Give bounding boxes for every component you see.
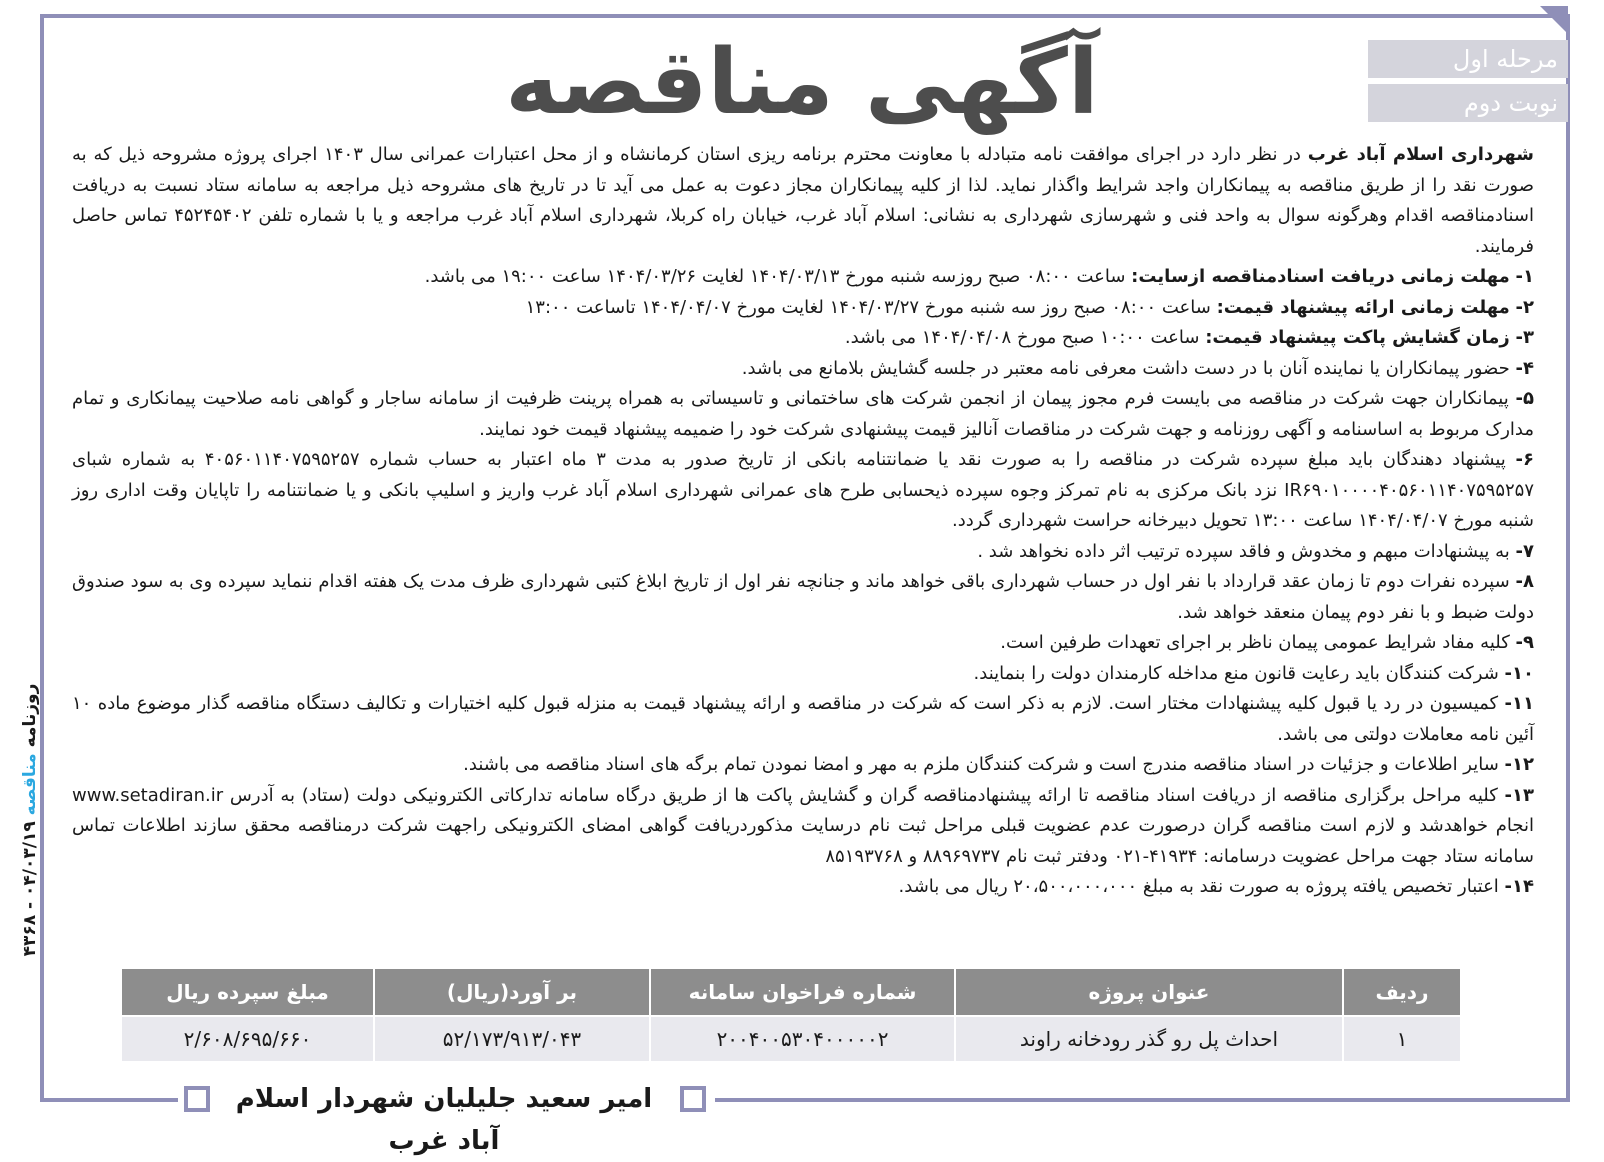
signature-box-left: [184, 1086, 210, 1112]
intro-text: در نظر دارد در اجرای موافقت نامه متبادله با معاونت محترم برنامه ریزی استان کرمانشاه و از محل اعتبارات عمرانی سال ۱۴۰۳ اجرای پروژه مشروحه ذیل که به صورت نقد را از طریق مناقصه به پیمانکاران واجد شرایط واگذار نماید. لذا از کلیه پیمانکاران مجاز دعوت به عمل می آید تا در تاریخ های مشروحه ذیل مراجعه به سامانه ستاد نسبت به دریافت اسنادمناقصه اقدام وهرگونه سوال به واحد فنی و شهرسازی شهرداری به نشانی: اسلام آباد غرب، خیابان راه کربلا، شهرداری اسلام آباد غرب مراجعه و یا با شماره تلفن ۴۵۲۴۵۴۰۲ تماس حاصل فرمایند.: [72, 144, 1534, 257]
item-number: ۱۰-: [1504, 662, 1534, 684]
item-text: سپرده نفرات دوم تا زمان عقد قرارداد با نفر اول در حساب شهرداری باقی خواهد ماند و جنانچه نفر اول از تاریخ ابلاغ کتبی شهرداری ظرف مدت یک هفته اقدام ننماید سپرده وی به سود صندوق دولت ضبط و با نفر دوم پیمان منعقد خواهد شد.: [72, 571, 1534, 623]
item-text: ساعت ۱۰:۰۰ صبح مورخ ۱۴۰۴/۰۴/۰۸ می باشد.: [844, 327, 1206, 348]
item-text: ساعت ۰۸:۰۰ صبح روزسه شنبه مورخ ۱۴۰۴/۰۳/۱۳ لغایت ۱۴۰۴/۰۳/۲۶ ساعت ۱۹:۰۰ می باشد.: [424, 266, 1132, 287]
frame-right-border: [1566, 18, 1570, 1102]
list-item: [72, 537, 1534, 568]
signature-box-right: [680, 1086, 706, 1112]
table-row: [121, 1016, 1461, 1062]
col-header-estimate: بر آورد(ریال): [374, 968, 650, 1016]
item-number: ۵-: [1515, 388, 1534, 409]
newspaper-name: روزنامه: [20, 683, 40, 748]
item-text: پیمانکاران جهت شرکت در مناقصه می بایست فرم مجوز پیمان از انجمن شرکت های ساختمانی و تاسیساتی به همراه پرینت ظرفیت از سامانه ساجار و گواهی نامه صلاحیت پیمانکاری و تمام مدارک مربوط به اساسنامه و آگهی روزنامه و جهت شرکت در مناقصات آنالیز قیمت پیشنهادی شرکت خود را ضمیمه پیشنهاد قیمت خود نمایند.: [72, 388, 1534, 440]
item-number: ۷-: [1515, 540, 1534, 562]
cell-row-number: ۱: [1343, 1016, 1461, 1062]
list-item: [72, 262, 1534, 293]
intro-org-name: شهرداری اسلام آباد غرب: [1307, 144, 1534, 165]
item-number: ۱۴-: [1504, 876, 1534, 897]
item-number: ۱-: [1515, 266, 1534, 287]
item-number: ۱۲-: [1504, 754, 1534, 775]
item-text: اعتبار تخصیص یافته پروژه به صورت نقد به مبلغ ۲۰،۵۰۰،۰۰۰،۰۰۰ ریال می باشد.: [898, 876, 1505, 897]
item-text: کلیه مفاد شرایط عمومی پیمان ناظر بر اجرای تعهدات طرفین است.: [1000, 632, 1516, 653]
item-number: ۹-: [1515, 632, 1534, 653]
notice-body: [72, 140, 1534, 903]
newspaper-issue-date: ۰۴/۰۳/۱۹ - ۴۳۶۸: [20, 821, 40, 957]
item-number: ۱۳-: [1504, 784, 1534, 806]
list-item: [72, 354, 1534, 385]
list-item: [72, 293, 1534, 324]
table-header-row: [121, 968, 1461, 1016]
item-text: حضور پیمانکاران یا نماینده آنان با در دست داشت معرفی نامه معتبر در جلسه گشایش بلامانع می باشد.: [741, 357, 1516, 379]
list-item: [72, 445, 1534, 537]
signature-text: امیر سعید جلیلیان شهردار اسلام آباد غرب: [235, 1084, 653, 1156]
cell-deposit: ۲/۶۰۸/۶۹۵/۶۶۰: [121, 1016, 374, 1062]
list-item: [72, 872, 1534, 903]
list-item: [72, 750, 1534, 781]
item-text: ساعت ۰۸:۰۰ صبح روز سه شنبه مورخ ۱۴۰۴/۰۳/۲۷ لغایت مورخ ۱۴۰۴/۰۴/۰۷ تاساعت ۱۳:۰۰: [525, 296, 1217, 318]
list-item: [72, 781, 1534, 873]
frame-bottom-border-right: [715, 1098, 1570, 1102]
cell-estimate: ۵۲/۱۷۳/۹۱۳/۰۴۳: [374, 1016, 650, 1062]
newspaper-side-strip: [0, 0, 60, 1153]
item-text: سایر اطلاعات و جزئیات در اسناد مناقصه مندرج است و شرکت کنندگان ملزم به مهر و امضا نمودن تمام برگه های اسناد مناقصه می باشند.: [463, 754, 1505, 775]
item-text: کمیسیون در رد یا قبول کلیه پیشنهادات مختار است. لازم به ذکر است که شرکت در مناقصه و ارائه پیشنهاد قیمت به منزله قبول کلیه اختیارات و تکالیف دستگاه مناقصه گذار موضوع ماده ۱۰ آئین نامه معاملات دولتی می باشد.: [72, 693, 1534, 745]
list-item: [72, 628, 1534, 659]
item-text: شرکت کنندگان باید رعایت قانون منع مداخله کارمندان دولت را بنمایند.: [973, 662, 1505, 684]
list-item: [72, 659, 1534, 690]
item-text: به پیشنهادات مبهم و مخدوش و فاقد سپرده ترتیب اثر داده نخواهد شد .: [977, 540, 1516, 562]
tender-table: [120, 967, 1462, 1063]
list-item: [72, 323, 1534, 354]
list-item: [72, 567, 1534, 628]
newspaper-brand-logo: مناقصه: [20, 753, 40, 816]
item-number: ۳-: [1515, 327, 1534, 348]
col-header-call-number: شماره فراخوان سامانه: [650, 968, 955, 1016]
item-number: ۴-: [1515, 357, 1534, 379]
col-header-deposit: مبلغ سپرده ریال: [121, 968, 374, 1016]
item-number: ۲-: [1515, 296, 1534, 318]
item-number: ۸-: [1515, 571, 1534, 592]
stage-first-label: مرحله اول: [1368, 40, 1568, 78]
stage-second-label: نوبت دوم: [1368, 84, 1568, 122]
cell-project-title: احداث پل رو گذر رودخانه راوند: [955, 1016, 1343, 1062]
newspaper-issue-label: [20, 684, 40, 957]
item-text: کلیه مراحل برگزاری مناقصه از دریافت اسناد مناقصه تا ارائه پیشنهادمناقصه گران و گشایش پاکت ها از طریق درگاه سامانه تدارکاتی الکترونیکی دولت (ستاد) به آدرس www.setadiran.ir انجام خواهدشد و لازم است مناقصه گران درصورت عدم عضویت قبلی مراحل ثبت نام درسایت مذکوردریافت گواهی امضای الکترونیکی راجهت شرکت درمناقصه محقق سازند اطلاعات تماس سامانه ستاد جهت مراحل عضویت درسامانه: ۴۱۹۳۴-۰۲۱ ودفتر ثبت نام ۸۸۹۶۹۷۳۷ و ۸۵۱۹۳۷۶۸: [72, 784, 1534, 867]
intro-paragraph: [72, 140, 1534, 262]
list-item: [72, 384, 1534, 445]
item-number: ۶-: [1515, 449, 1534, 470]
page-title: آگهی مناقصه: [505, 30, 1099, 135]
item-number: ۱۱-: [1504, 693, 1534, 714]
item-text: پیشنهاد دهندگان باید مبلغ سپرده شرکت در مناقصه را به صورت نقد یا ضمانتنامه بانکی از تاریخ صدور به مدت ۳ ماه اعتبار به حساب شماره ۴۰۵۶۰۱۱۴۰۷۵۹۵۲۵۷ به شماره شبای IR۶۹۰۱۰۰۰۰۴۰۵۶۰۱۱۴۰۷۵۹۵۲۵۷ نزد بانک مرکزی به نام تمرکز وجوه سپرده ذیحسابی طرح های عمرانی شهرداری اسلام آباد غرب واریز و اسلیپ بانکی و یا ضمانتنامه را تاپایان وقت اداری روز شنبه مورخ ۱۴۰۴/۰۴/۰۷ ساعت ۱۳:۰۰ تحویل دبیرخانه حراست شهرداری گردد.: [72, 449, 1534, 531]
item-heading: مهلت زمانی ارائه پیشنهاد قیمت:: [1216, 296, 1510, 318]
col-header-project-title: عنوان پروژه: [955, 968, 1343, 1016]
item-heading: زمان گشایش پاکت پیشنهاد قیمت:: [1205, 327, 1510, 348]
list-item: [72, 689, 1534, 750]
col-header-row-number: ردیف: [1343, 968, 1461, 1016]
item-heading: مهلت زمانی دریافت اسنادمناقصه ازسایت:: [1131, 266, 1510, 287]
cell-call-number: ۲۰۰۴۰۰۵۳۰۴۰۰۰۰۰۲: [650, 1016, 955, 1062]
frame-bottom-border-left: [40, 1098, 178, 1102]
